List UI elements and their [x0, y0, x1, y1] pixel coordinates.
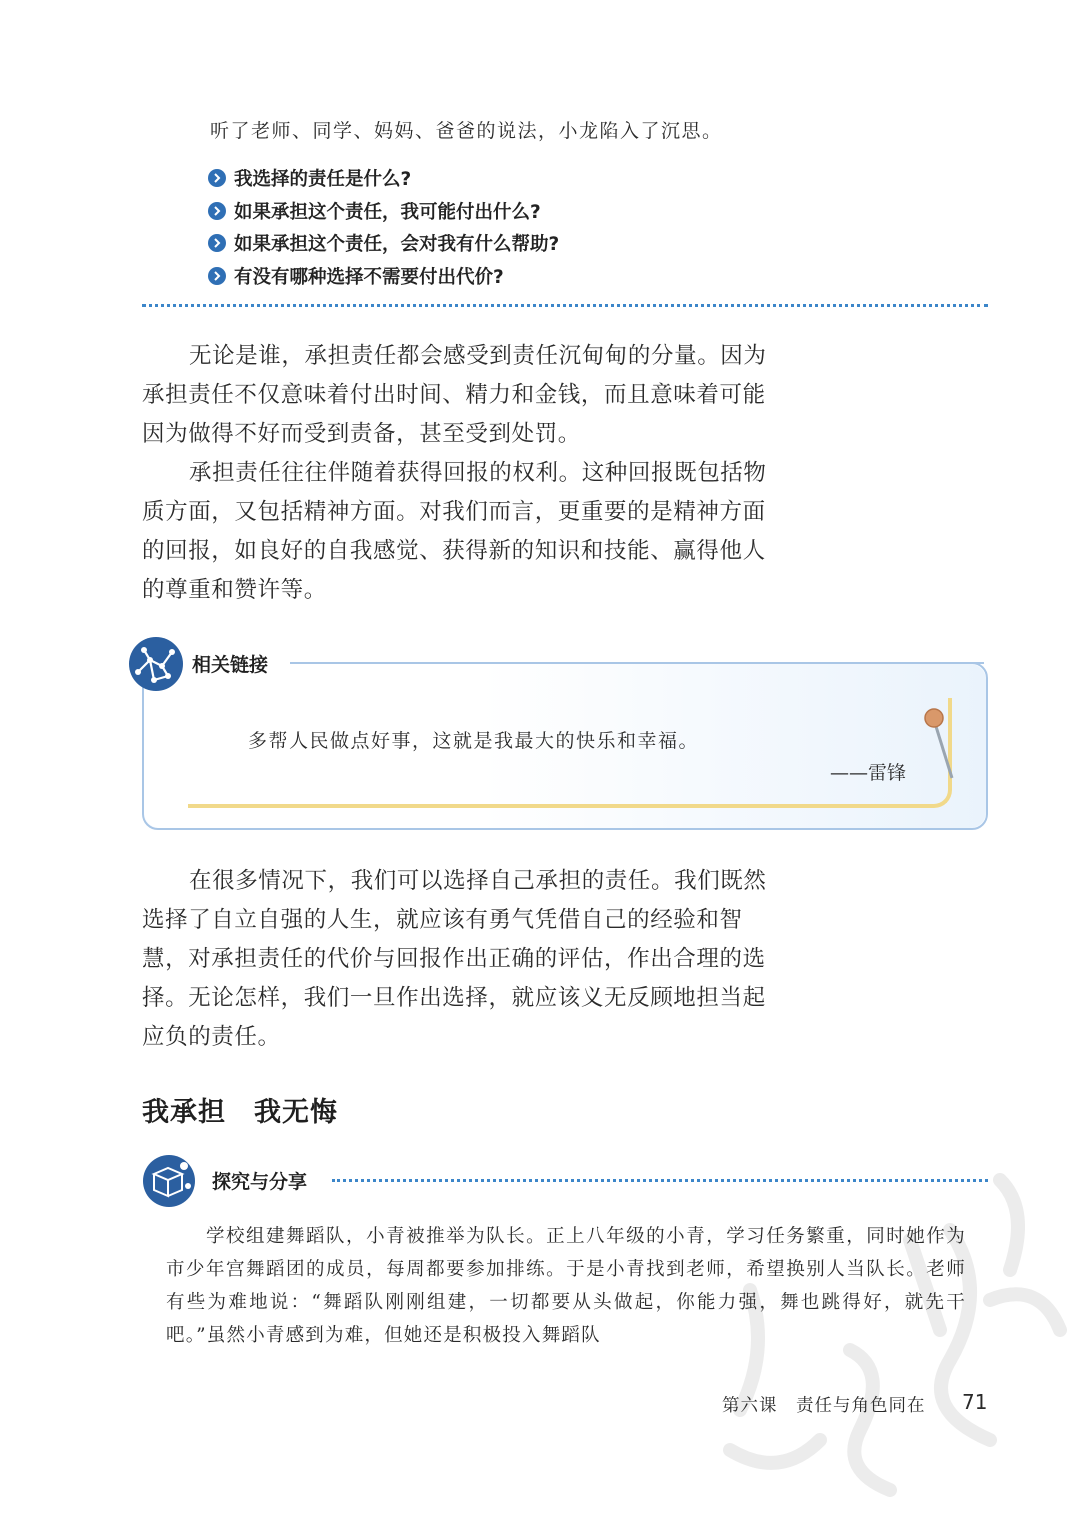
question-text: 有没有哪种选择不需要付出代价? — [234, 266, 504, 288]
dotted-divider — [142, 304, 988, 307]
intro-text: 听了老师、同学、妈妈、爸爸的说法，小龙陷入了沉思。 — [210, 120, 723, 142]
related-link-title: 相关链接 — [192, 654, 269, 676]
dotted-divider — [332, 1179, 988, 1182]
cube-icon — [142, 1154, 196, 1208]
paper-decoration — [188, 698, 952, 808]
body-paragraph-2: 承担责任往往伴随着获得回报的权利。这种回报既包括物质方面，又包括精神方面。对我们而言，更重要的是精神方面的回报，如良好的自我感觉、获得新的知识和技能、赢得他人的尊重和赞许等。 — [142, 460, 767, 603]
list-item — [208, 260, 559, 293]
question-text: 我选择的责任是什么? — [234, 169, 412, 191]
page-number: 71 — [962, 1390, 988, 1414]
list-item — [208, 195, 559, 228]
chevron-right-icon — [208, 267, 226, 285]
chevron-right-icon — [208, 234, 226, 252]
footer-lesson: 第六课 责任与角色同在 — [722, 1396, 926, 1416]
question-list — [208, 162, 559, 292]
network-icon — [128, 636, 184, 692]
link-title-rule — [290, 662, 984, 664]
pin-icon — [922, 706, 962, 786]
question-text: 如果承担这个责任，会对我有什么帮助? — [234, 234, 560, 256]
chevron-right-icon — [208, 202, 226, 220]
section-heading: 我承担 我无悔 — [142, 1097, 338, 1128]
list-item — [208, 162, 559, 195]
question-text: 如果承担这个责任，我可能付出什么? — [234, 201, 541, 223]
list-item — [208, 227, 559, 260]
story-paragraph: 学校组建舞蹈队，小青被推举为队长。正上八年级的小青，学习任务繁重，同时她作为市少年宫舞蹈团的成员，每周都要参加排练。于是小青找到老师，希望换别人当队长。老师有些为难地说：“舞蹈队刚刚组建，一切都要从头做起，你能力强，舞也跳得好，就先干吧。”虽然小青感到为难，但她还是积极投入舞蹈队 — [166, 1226, 966, 1346]
quote-text: 多帮人民做点好事，这就是我最大的快乐和幸福。 — [248, 730, 700, 752]
quote-author: ——雷锋 — [830, 762, 907, 784]
chevron-right-icon — [208, 169, 226, 187]
explore-share-title: 探究与分享 — [212, 1171, 308, 1193]
body-paragraph-3: 在很多情况下，我们可以选择自己承担的责任。我们既然选择了自立自强的人生，就应该有勇气凭借自己的经验和智慧，对承担责任的代价与回报作出正确的评估，作出合理的选择。无论怎样，我们一旦作出选择，就应该义无反顾地担当起应负的责任。 — [142, 868, 767, 1050]
body-paragraph-1: 无论是谁，承担责任都会感受到责任沉甸甸的分量。因为承担责任不仅意味着付出时间、精力和金钱，而且意味着可能因为做得不好而受到责备，甚至受到处罚。 — [142, 343, 767, 447]
